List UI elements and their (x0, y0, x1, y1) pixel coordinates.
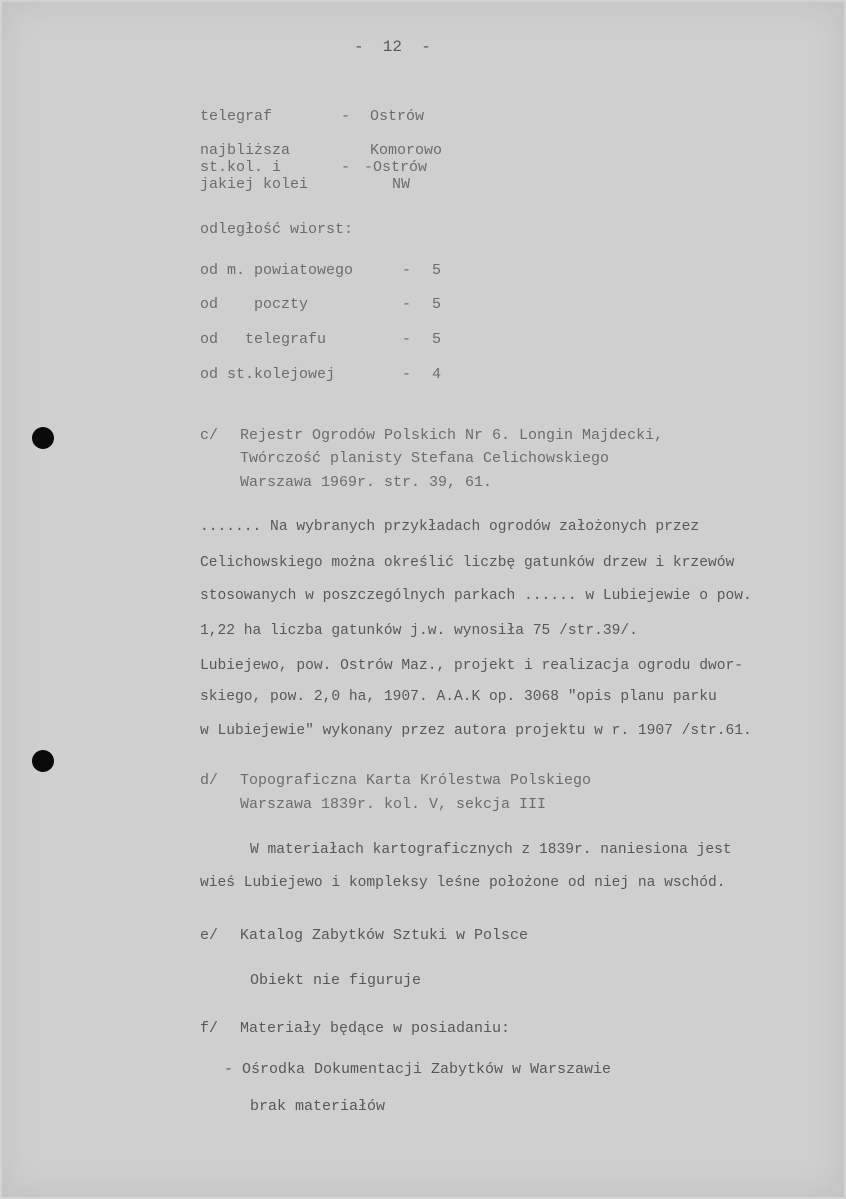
section-f-item: - Ośrodka Dokumentacji Zabytków w Warszawie (224, 1061, 612, 1078)
section-d-marker: d/ (200, 772, 219, 789)
distance-heading: odległość wiorst: (200, 221, 354, 238)
telegraf-dash: - (341, 108, 351, 125)
punch-hole-top (32, 427, 54, 449)
section-c-body-line: skiego, pow. 2,0 ha, 1907. A.A.K op. 3068 "opis planu parku (200, 689, 717, 705)
distance-label: od telegrafu (200, 331, 327, 348)
page-number: - 12 - (354, 38, 431, 56)
document-page (2, 2, 844, 1197)
telegraf-label: telegraf (200, 108, 273, 125)
distance-dash: - (402, 366, 412, 383)
distance-label: od poczty (200, 296, 309, 313)
section-c-line: Warszawa 1969r. str. 39, 61. (240, 474, 493, 491)
station-value-line: -Ostrów (364, 159, 428, 176)
station-value-line: Komorowo (370, 142, 443, 159)
section-c-body-line: 1,22 ha liczba gatunków j.w. wynosiła 75 /str.39/. (200, 623, 638, 639)
station-label-line: jakiej kolei (200, 176, 309, 193)
section-d-body-line: W materiałach kartograficznych z 1839r. naniesiona jest (250, 842, 732, 858)
section-c-body-line: w Lubiejewie" wykonany przez autora projektu w r. 1907 /str.61. (200, 723, 752, 739)
section-e-marker: e/ (200, 927, 219, 944)
distance-dash: - (402, 331, 412, 348)
section-c-line: Twórczość planisty Stefana Celichowskiego (240, 450, 610, 467)
section-e-title: Katalog Zabytków Sztuki w Polsce (240, 927, 529, 944)
distance-value: 5 (432, 331, 442, 348)
section-f-marker: f/ (200, 1020, 219, 1037)
section-d-line: Warszawa 1839r. kol. V, sekcja III (240, 796, 547, 813)
distance-label: od m. powiatowego (200, 262, 354, 279)
section-e-body: Obiekt nie figuruje (250, 972, 422, 989)
distance-value: 5 (432, 262, 442, 279)
section-d-line: Topograficzna Karta Królestwa Polskiego (240, 772, 592, 789)
section-d-body-line: wieś Lubiejewo i kompleksy leśne położone od niej na wschód. (200, 875, 726, 891)
distance-value: 5 (432, 296, 442, 313)
section-f-title: Materiały będące w posiadaniu: (240, 1020, 511, 1037)
distance-dash: - (402, 296, 412, 313)
section-c-body-line: stosowanych w poszczególnych parkach ...... w Lubiejewie o pow. (200, 588, 752, 604)
punch-hole-bottom (32, 750, 54, 772)
station-label-line: najbliższa (200, 142, 291, 159)
section-c-line: Rejestr Ogrodów Polskich Nr 6. Longin Majdecki, (240, 427, 664, 444)
station-value-line: NW (392, 176, 411, 193)
section-c-body-line: ....... Na wybranych przykładach ogrodów założonych przez (200, 519, 700, 535)
station-dash: - (341, 159, 351, 176)
section-c-body-line: Lubiejewo, pow. Ostrów Maz., projekt i realizacja ogrodu dwor- (200, 658, 743, 674)
telegraf-value: Ostrów (370, 108, 425, 125)
section-c-body-line: Celichowskiego można określić liczbę gatunków drzew i krzewów (200, 555, 735, 571)
section-f-item-body: brak materiałów (250, 1098, 386, 1115)
distance-dash: - (402, 262, 412, 279)
station-label-line: st.kol. i (200, 159, 282, 176)
distance-label: od st.kolejowej (200, 366, 336, 383)
distance-value: 4 (432, 366, 442, 383)
section-c-marker: c/ (200, 427, 219, 444)
